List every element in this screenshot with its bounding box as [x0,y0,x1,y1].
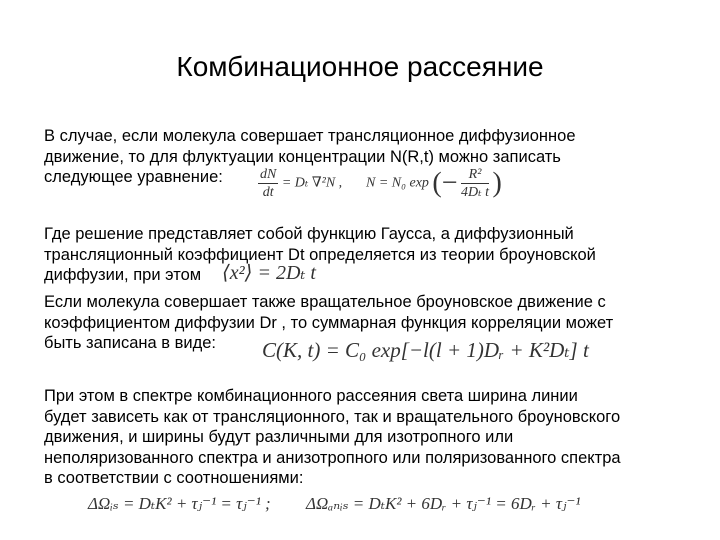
text-line: коэффициентом диффузии Dr , то суммарная функция корреляции может [44,313,614,332]
paragraph-linewidth [44,386,684,489]
text-line: В случае, если молекула совершает трансляционное диффузионное [44,127,576,145]
correlation-function: C(K, t) = C₀ exp[−l(l + 1)Dᵣ + K²Dₜ] t [262,338,589,362]
exponent-fraction [461,166,489,201]
fraction-numerator: R² [461,166,489,184]
text-line: следующее уравнение: [44,168,223,186]
text-line: трансляционный коэффициент Dt определяется из теории броуновской [44,245,596,264]
slide-title: Комбинационное рассеяние [176,51,544,82]
text-line: При этом в спектре комбинационного рассеяния света ширина линии [44,387,578,405]
anisotropic-linewidth: ΔΩₐₙᵢₛ = DₜK² + 6Dᵣ + τⱼ⁻¹ = 6Dᵣ + τⱼ⁻¹ [306,494,581,513]
text-line: движение, то для флуктуации концентрации N(R,t) можно записать [44,147,561,166]
gaussian-solution: N = N₀ exp (− $\frac{\text{R²}}{\text{4Dₜ t}}$ ) [366,167,502,200]
equation-rhs: = Dₜ ∇²N , [281,175,343,191]
fraction-denominator: 4Dₜ t [461,185,489,200]
fraction-denominator: dt [262,185,274,200]
derivative-fraction [258,166,278,201]
text-line: в соответствии с соотношениями: [44,469,304,487]
diffusion-equation [258,166,342,201]
text-line: неполяризованного спектра и анизотропного или поляризованного спектра [44,448,621,467]
text-line: диффузии, при этом [44,266,202,284]
fraction-numerator: dN [260,167,277,182]
text-line: Если молекула совершает также вращательное броуновское движение с [44,293,606,311]
isotropic-linewidth: ΔΩᵢₛ = DₜK² + τⱼ⁻¹ = τⱼ⁻¹ ; [88,494,271,513]
text-line: движения, и ширины будут различными для изотропного или [44,428,514,446]
text-line: быть записана в виде: [44,334,216,352]
text-line: Где решение представляет собой функцию Гаусса, а диффузионный [44,225,574,243]
paragraph-gaussian [44,224,684,286]
paragraph-translational [44,126,684,188]
mean-square-displacement: ⟨x²⟩ = 2Dₜ t [222,262,316,284]
solution-lhs: N = N₀ exp [366,175,429,191]
text-line: будет зависеть как от трансляционного, так и вращательного броуновского [44,407,621,426]
